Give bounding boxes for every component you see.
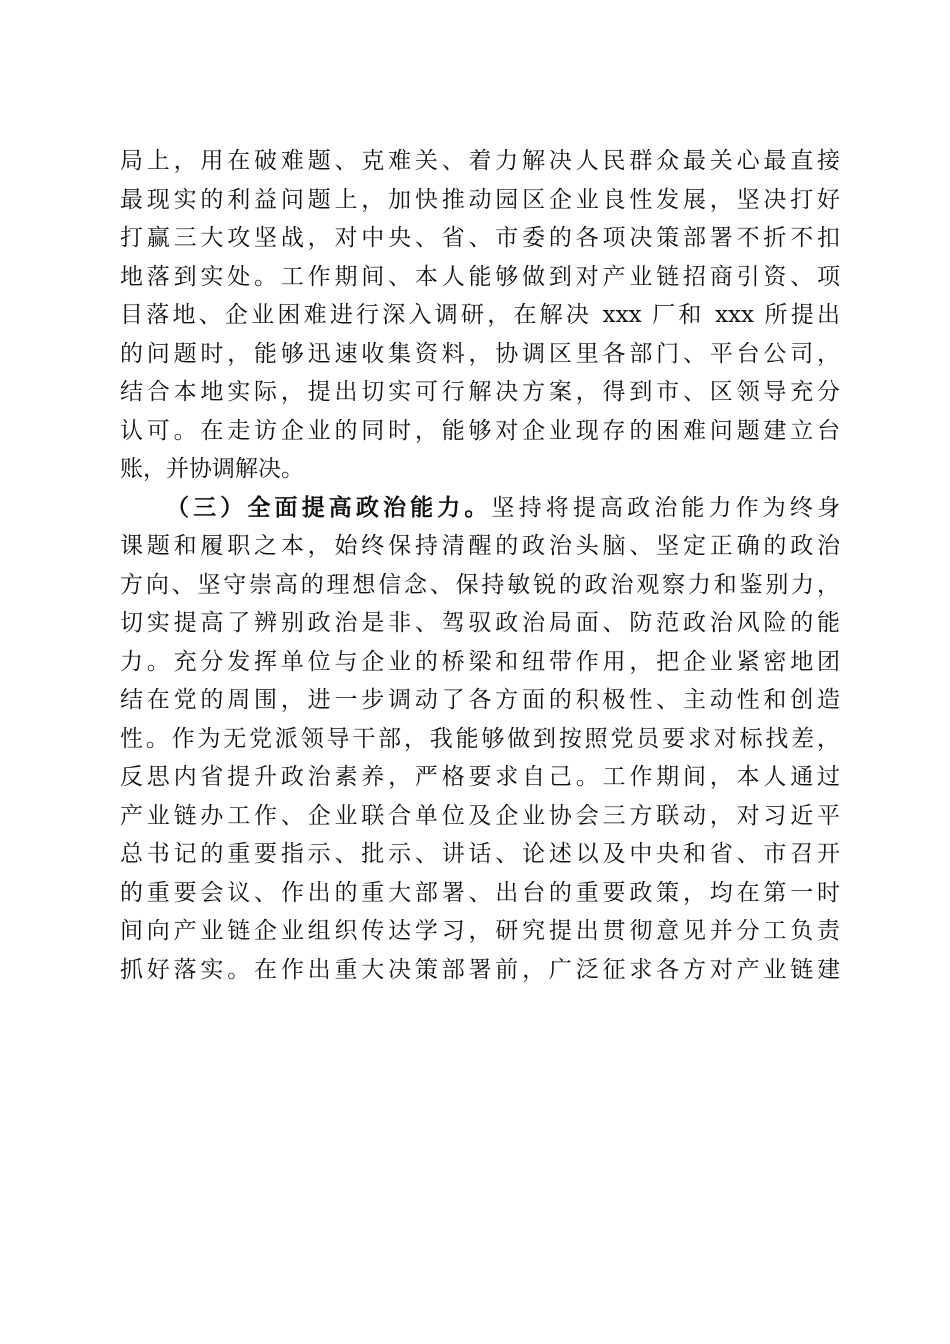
text-line: 性。作为无党派领导干部，我能够做到按照党员要求对标找差， <box>120 725 840 752</box>
text-line: 局上，用在破难题、克难关、着力解决人民群众最关心最直接 <box>120 148 840 174</box>
text-line: 间向产业链企业组织传达学习，研究提出贯彻意见并分工负责 <box>120 918 840 944</box>
text-line: 最现实的利益问题上，加快推动园区企业良性发展，坚决打好 <box>120 186 840 213</box>
text-line: 课题和履职之本，始终保持清醒的政治头脑、坚定正确的政治 <box>120 533 840 559</box>
paragraph-first-line <box>120 489 840 528</box>
document-body <box>120 142 840 989</box>
text-line: 结合本地实际，提出切实可行解决方案，得到市、区领导充分 <box>120 379 840 405</box>
heading-continuation: 坚持将提高政治能力作为终身 <box>491 494 840 521</box>
text-line: 产业链办工作、企业联合单位及企业协会三方联动，对习近平 <box>120 802 840 829</box>
text-line: 切实提高了辨别政治是非、驾驭政治局面、防范政治风险的能 <box>120 610 840 636</box>
text-line: 结在党的周围，进一步调动了各方面的积极性、主动性和创造 <box>120 687 840 713</box>
text-line: 总书记的重要指示、批示、讲话、论述以及中央和省、市召开 <box>120 841 840 867</box>
section-heading: （三）全面提高政治能力。 <box>166 493 492 521</box>
text-line: 反思内省提升政治素养，严格要求自己。工作期间，本人通过 <box>120 764 840 790</box>
text-line: 地落到实处。工作期间、本人能够做到对产业链招商引资、项 <box>120 263 840 290</box>
paragraph-2 <box>120 489 840 990</box>
text-line: 的问题时，能够迅速收集资料，协调区里各部门、平台公司， <box>120 340 840 367</box>
text-line: 抓好落实。在作出重大决策部署前，广泛征求各方对产业链建 <box>120 956 840 983</box>
text-line: 方向、坚守崇高的理想信念、保持敏锐的政治观察力和鉴别力， <box>120 571 840 598</box>
paragraph-1 <box>120 142 840 489</box>
text-line: 认可。在走访企业的同时，能够对企业现存的困难问题建立台 <box>120 417 840 444</box>
text-line: 账，并协调解决。 <box>120 456 304 482</box>
text-line: 的重要会议、作出的重大部署、出台的重要政策，均在第一时 <box>120 879 840 906</box>
text-line: 力。充分发挥单位与企业的桥梁和纽带作用，把企业紧密地团 <box>120 648 840 675</box>
text-line: 打赢三大攻坚战，对中央、省、市委的各项决策部署不折不扣 <box>120 225 840 251</box>
text-line: 目落地、企业困难进行深入调研，在解决 xxx 厂和 xxx 所提出 <box>120 302 840 328</box>
